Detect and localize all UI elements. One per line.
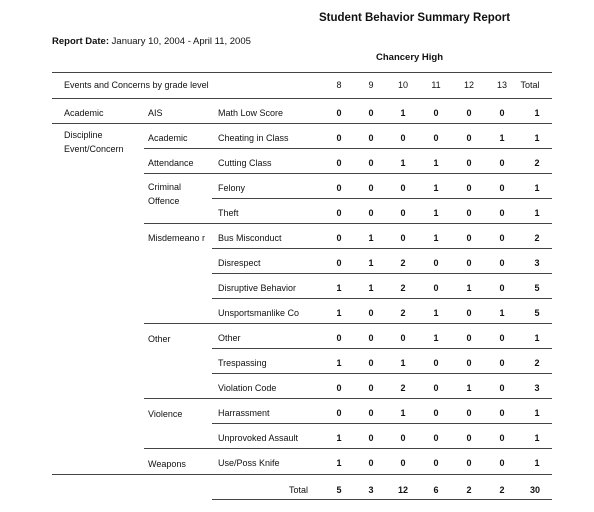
table-cell: 2	[400, 383, 406, 393]
grade-header-12: 12	[463, 80, 474, 90]
school-name: Chancery High	[376, 52, 444, 63]
table-cell: 0	[433, 358, 439, 368]
table-row-total: 1	[534, 108, 540, 118]
row-rule-0	[52, 123, 552, 124]
report-date-label: Report Date:	[52, 36, 110, 47]
table-cell: 0	[400, 433, 406, 443]
table-row-event: Cheating in Class	[218, 133, 289, 143]
grade-header-9: 9	[368, 80, 374, 90]
table-cell: 0	[368, 158, 374, 168]
total-header: Total	[520, 80, 540, 90]
row-rule-14	[52, 474, 552, 475]
grand-total: 30	[529, 485, 540, 495]
group-discipline: Discipline Event/Concern	[64, 130, 124, 154]
table-row-event: Unprovoked Assault	[218, 433, 299, 443]
total-row-bottom-rule	[212, 499, 552, 500]
table-row-total: 2	[534, 233, 540, 243]
total-grade-11: 6	[433, 485, 439, 495]
row-rule-7	[212, 298, 552, 299]
grade-header-10: 10	[397, 80, 408, 90]
table-cell: 0	[368, 133, 374, 143]
table-row-total: 1	[534, 208, 540, 218]
table-cell: 1	[336, 283, 342, 293]
table-cell: 0	[368, 208, 374, 218]
row-rule-8	[144, 323, 552, 324]
table-row-total: 1	[534, 183, 540, 193]
row-rule-11	[144, 398, 552, 399]
totals-label: Total	[289, 485, 309, 495]
table-row-total: 5	[534, 283, 540, 293]
category-criminal-offence: Criminal Offence	[148, 182, 182, 206]
table-cell: 0	[466, 408, 472, 418]
table-cell: 0	[433, 108, 439, 118]
table-cell: 0	[400, 458, 406, 468]
row-rule-9	[212, 348, 552, 349]
table-cell: 0	[466, 133, 472, 143]
table-cell: 0	[466, 158, 472, 168]
table-row-event: Trespassing	[218, 358, 267, 368]
table-cell: 0	[336, 383, 342, 393]
table-cell: 0	[499, 358, 505, 368]
table-cell: 0	[336, 108, 342, 118]
row-rule-2	[144, 173, 552, 174]
category-violence: Violence	[148, 409, 183, 419]
table-cell: 0	[336, 233, 342, 243]
table-row-total: 1	[534, 458, 540, 468]
table-cell: 0	[499, 233, 505, 243]
table-row-total: 1	[534, 408, 540, 418]
table-cell: 1	[400, 358, 406, 368]
table-cell: 0	[466, 458, 472, 468]
table-cell: 1	[336, 358, 342, 368]
table-cell: 0	[336, 333, 342, 343]
table-cell: 0	[368, 383, 374, 393]
row-rule-5	[212, 248, 552, 249]
table-cell: 1	[368, 233, 374, 243]
table-cell: 1	[433, 208, 439, 218]
table-row-total: 2	[534, 358, 540, 368]
table-cell: 1	[400, 108, 406, 118]
row-rule-10	[212, 373, 552, 374]
total-grade-8: 5	[336, 485, 342, 495]
row-rule-13	[144, 448, 552, 449]
table-cell: 0	[499, 158, 505, 168]
table-cell: 0	[499, 333, 505, 343]
table-row-event: Cutting Class	[218, 158, 272, 168]
table-cell: 1	[433, 183, 439, 193]
table-row-total: 1	[534, 433, 540, 443]
table-row-total: 3	[534, 258, 540, 268]
table-cell: 0	[336, 158, 342, 168]
table-cell: 0	[466, 358, 472, 368]
table-cell: 0	[466, 258, 472, 268]
table-cell: 0	[336, 208, 342, 218]
table-cell: 0	[368, 358, 374, 368]
category-attendance: Attendance	[148, 158, 194, 168]
table-cell: 1	[400, 408, 406, 418]
category-misdemeanor: Misdemeano r	[148, 233, 206, 243]
table-row-event: Other	[218, 333, 241, 343]
header-top-rule	[52, 72, 552, 73]
table-cell: 0	[400, 333, 406, 343]
table-cell: 0	[499, 383, 505, 393]
table-cell: 1	[433, 233, 439, 243]
table-row-event: Bus Misconduct	[218, 233, 282, 243]
table-cell: 0	[466, 233, 472, 243]
table-cell: 1	[368, 258, 374, 268]
total-grade-12: 2	[466, 485, 472, 495]
table-cell: 2	[400, 283, 406, 293]
table-cell: 0	[499, 408, 505, 418]
row-rule-4	[144, 223, 552, 224]
table-cell: 0	[368, 333, 374, 343]
category-weapons: Weapons	[148, 459, 186, 469]
table-cell: 1	[499, 308, 505, 318]
table-cell: 0	[433, 408, 439, 418]
category-academic: Academic	[148, 133, 188, 143]
table-cell: 0	[400, 133, 406, 143]
table-cell: 1	[400, 158, 406, 168]
table-cell: 0	[368, 458, 374, 468]
table-cell: 0	[499, 183, 505, 193]
table-cell: 0	[433, 133, 439, 143]
table-cell: 1	[433, 308, 439, 318]
table-cell: 0	[368, 408, 374, 418]
table-cell: 1	[336, 308, 342, 318]
group-academic: Academic	[64, 108, 104, 118]
row-rule-1	[144, 148, 552, 149]
table-cell: 0	[400, 208, 406, 218]
table-cell: 1	[336, 433, 342, 443]
table-cell: 0	[499, 433, 505, 443]
category-ais: AIS	[148, 108, 163, 118]
table-cell: 0	[433, 258, 439, 268]
total-grade-10: 12	[397, 485, 408, 495]
table-cell: 0	[368, 108, 374, 118]
table-cell: 0	[499, 458, 505, 468]
table-cell: 0	[336, 183, 342, 193]
table-cell: 0	[433, 383, 439, 393]
total-grade-13: 2	[499, 485, 505, 495]
report-date	[52, 36, 251, 47]
table-cell: 0	[499, 258, 505, 268]
table-cell: 0	[400, 183, 406, 193]
category-other: Other	[148, 334, 171, 344]
table-cell: 0	[499, 208, 505, 218]
grade-header-8: 8	[336, 80, 342, 90]
table-row-event: Theft	[218, 208, 239, 218]
table-cell: 0	[466, 183, 472, 193]
table-cell: 0	[433, 283, 439, 293]
row-rule-12	[212, 423, 552, 424]
table-cell: 1	[433, 333, 439, 343]
table-cell: 0	[433, 433, 439, 443]
table-cell: 1	[368, 283, 374, 293]
table-cell: 0	[466, 108, 472, 118]
table-header-label: Events and Concerns by grade level	[64, 80, 209, 90]
table-row-event: Math Low Score	[218, 108, 284, 118]
table-cell: 0	[499, 108, 505, 118]
table-row-total: 1	[534, 333, 540, 343]
table-cell: 2	[400, 308, 406, 318]
table-row-total: 5	[534, 308, 540, 318]
table-cell: 0	[433, 458, 439, 468]
table-cell: 1	[466, 383, 472, 393]
table-row-total: 1	[534, 133, 540, 143]
table-cell: 0	[368, 433, 374, 443]
table-cell: 0	[400, 233, 406, 243]
table-cell: 1	[466, 283, 472, 293]
report-title: Student Behavior Summary Report	[319, 12, 511, 24]
table-cell: 0	[336, 258, 342, 268]
table-cell: 0	[336, 133, 342, 143]
row-rule-6	[212, 273, 552, 274]
table-cell: 0	[466, 308, 472, 318]
table-cell: 0	[368, 183, 374, 193]
grade-header-13: 13	[496, 80, 507, 90]
table-row-event: Unsportsmanlike Co	[218, 308, 300, 318]
table-cell: 1	[433, 158, 439, 168]
table-row-event: Disruptive Behavior	[218, 283, 297, 293]
grade-header-11: 11	[431, 80, 441, 90]
table-cell: 2	[400, 258, 406, 268]
table-row-event: Felony	[218, 183, 246, 193]
table-cell: 0	[336, 408, 342, 418]
table-cell: 0	[499, 283, 505, 293]
total-grade-9: 3	[368, 485, 374, 495]
table-row-total: 2	[534, 158, 540, 168]
table-cell: 1	[499, 133, 505, 143]
table-row-total: 3	[534, 383, 540, 393]
table-cell: 0	[466, 333, 472, 343]
table-row-event: Harrassment	[218, 408, 270, 418]
table-cell: 0	[368, 308, 374, 318]
table-row-event: Disrespect	[218, 258, 261, 268]
report-date-value: January 10, 2004 - April 11, 2005	[111, 36, 251, 47]
header-bottom-rule	[52, 98, 552, 99]
row-rule-3	[212, 198, 552, 199]
table-cell: 0	[466, 433, 472, 443]
table-row-event: Use/Poss Knife	[218, 458, 280, 468]
table-row-event: Violation Code	[218, 383, 277, 393]
table-cell: 0	[466, 208, 472, 218]
table-cell: 1	[336, 458, 342, 468]
